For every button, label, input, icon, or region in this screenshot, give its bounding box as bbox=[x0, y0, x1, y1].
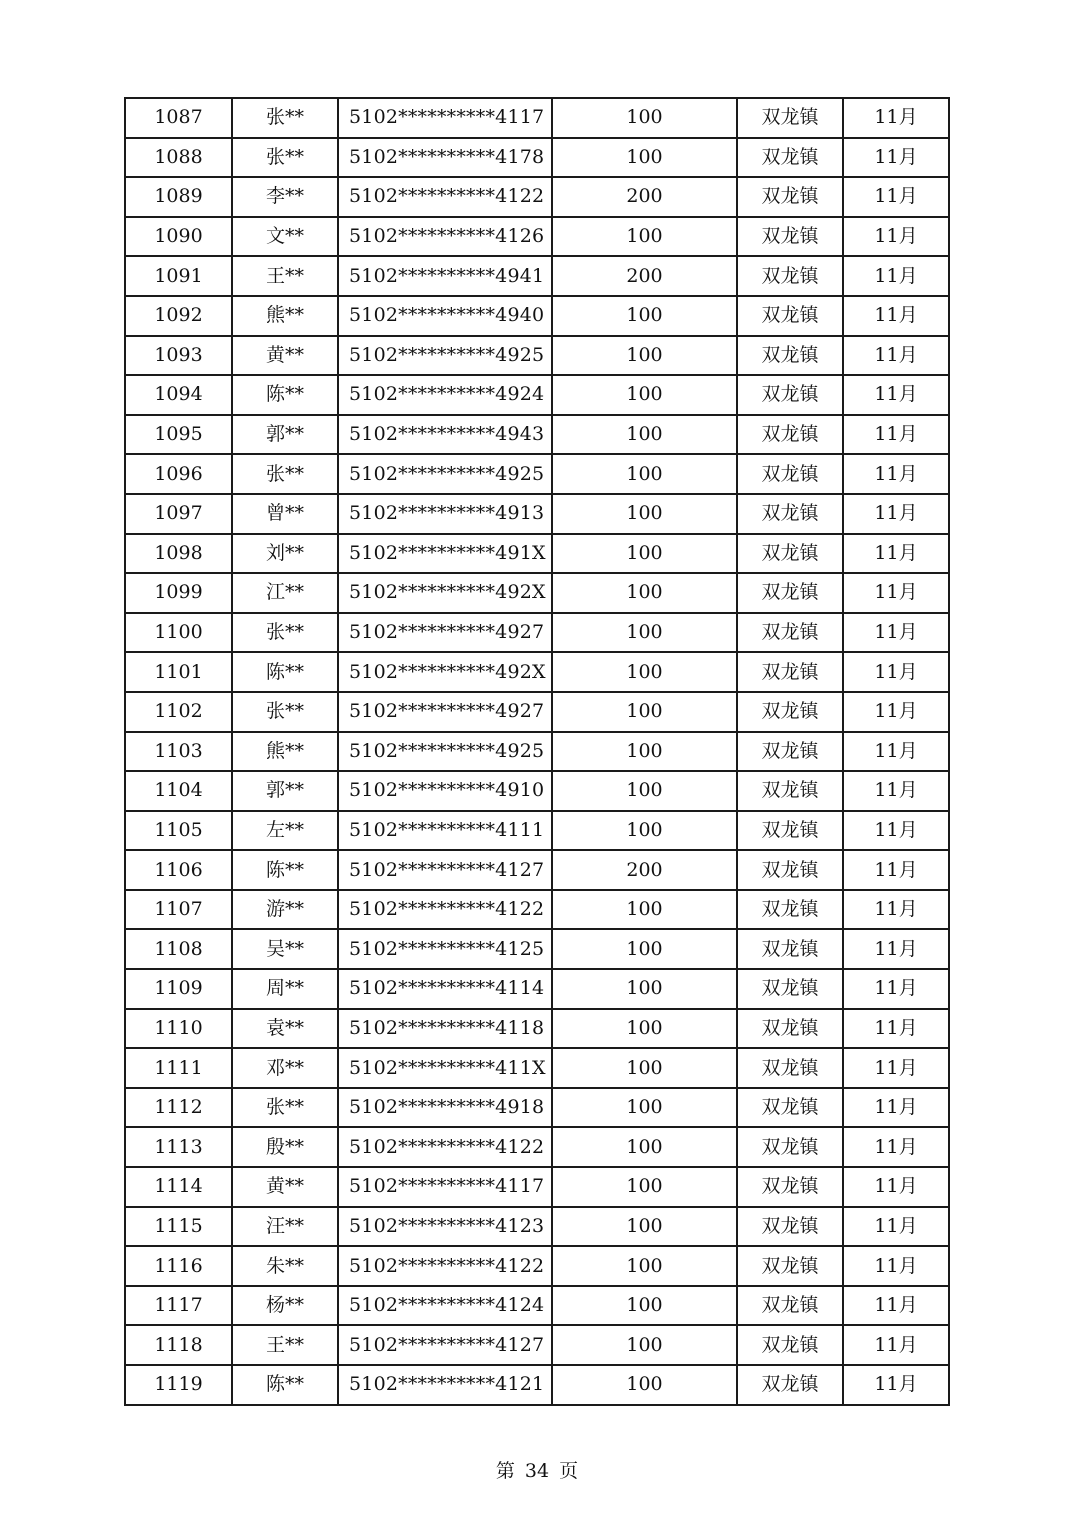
row-number-cell: 1119 bbox=[125, 1365, 232, 1405]
row-number-cell: 1105 bbox=[125, 811, 232, 851]
name-cell: 陈** bbox=[232, 375, 338, 415]
town-cell: 双龙镇 bbox=[737, 1325, 843, 1365]
name-cell: 黄** bbox=[232, 1167, 338, 1207]
row-number-cell: 1100 bbox=[125, 613, 232, 653]
town-cell: 双龙镇 bbox=[737, 1207, 843, 1247]
name-cell: 王** bbox=[232, 1325, 338, 1365]
town-cell: 双龙镇 bbox=[737, 692, 843, 732]
row-number-cell: 1107 bbox=[125, 890, 232, 930]
town-cell: 双龙镇 bbox=[737, 1246, 843, 1286]
town-cell: 双龙镇 bbox=[737, 771, 843, 811]
id-number-cell: 5102**********4924 bbox=[338, 375, 552, 415]
amount-cell: 100 bbox=[552, 138, 737, 178]
name-cell: 陈** bbox=[232, 652, 338, 692]
name-cell: 张** bbox=[232, 692, 338, 732]
row-number-cell: 1096 bbox=[125, 454, 232, 494]
month-cell: 11月 bbox=[843, 177, 949, 217]
row-number-cell: 1101 bbox=[125, 652, 232, 692]
name-cell: 刘** bbox=[232, 534, 338, 574]
name-cell: 张** bbox=[232, 98, 338, 138]
table-row bbox=[125, 1088, 949, 1128]
row-number-cell: 1091 bbox=[125, 256, 232, 296]
town-cell: 双龙镇 bbox=[737, 1127, 843, 1167]
roster-body bbox=[125, 98, 949, 1405]
row-number-cell: 1116 bbox=[125, 1246, 232, 1286]
town-cell: 双龙镇 bbox=[737, 256, 843, 296]
town-cell: 双龙镇 bbox=[737, 375, 843, 415]
table-row bbox=[125, 296, 949, 336]
id-number-cell: 5102**********4122 bbox=[338, 890, 552, 930]
page-number: 第 34 页 bbox=[495, 1460, 579, 1482]
table-row bbox=[125, 534, 949, 574]
id-number-cell: 5102**********4925 bbox=[338, 336, 552, 376]
month-cell: 11月 bbox=[843, 296, 949, 336]
amount-cell: 100 bbox=[552, 1088, 737, 1128]
town-cell: 双龙镇 bbox=[737, 415, 843, 455]
id-number-cell: 5102**********491X bbox=[338, 534, 552, 574]
town-cell: 双龙镇 bbox=[737, 534, 843, 574]
name-cell: 郭** bbox=[232, 771, 338, 811]
month-cell: 11月 bbox=[843, 652, 949, 692]
month-cell: 11月 bbox=[843, 890, 949, 930]
row-number-cell: 1102 bbox=[125, 692, 232, 732]
name-cell: 张** bbox=[232, 613, 338, 653]
row-number-cell: 1112 bbox=[125, 1088, 232, 1128]
name-cell: 张** bbox=[232, 1088, 338, 1128]
table-row bbox=[125, 929, 949, 969]
id-number-cell: 5102**********4927 bbox=[338, 692, 552, 732]
amount-cell: 100 bbox=[552, 969, 737, 1009]
amount-cell: 200 bbox=[552, 850, 737, 890]
town-cell: 双龙镇 bbox=[737, 890, 843, 930]
name-cell: 周** bbox=[232, 969, 338, 1009]
id-number-cell: 5102**********4940 bbox=[338, 296, 552, 336]
id-number-cell: 5102**********4123 bbox=[338, 1207, 552, 1247]
name-cell: 张** bbox=[232, 454, 338, 494]
table-row bbox=[125, 1325, 949, 1365]
amount-cell: 100 bbox=[552, 573, 737, 613]
town-cell: 双龙镇 bbox=[737, 1009, 843, 1049]
id-number-cell: 5102**********4178 bbox=[338, 138, 552, 178]
row-number-cell: 1115 bbox=[125, 1207, 232, 1247]
row-number-cell: 1092 bbox=[125, 296, 232, 336]
table-row bbox=[125, 1127, 949, 1167]
row-number-cell: 1111 bbox=[125, 1048, 232, 1088]
row-number-cell: 1090 bbox=[125, 217, 232, 257]
town-cell: 双龙镇 bbox=[737, 969, 843, 1009]
name-cell: 李** bbox=[232, 177, 338, 217]
table-row bbox=[125, 415, 949, 455]
table-row bbox=[125, 890, 949, 930]
amount-cell: 100 bbox=[552, 1286, 737, 1326]
month-cell: 11月 bbox=[843, 850, 949, 890]
id-number-cell: 5102**********4127 bbox=[338, 1325, 552, 1365]
amount-cell: 100 bbox=[552, 890, 737, 930]
id-number-cell: 5102**********4117 bbox=[338, 98, 552, 138]
town-cell: 双龙镇 bbox=[737, 454, 843, 494]
name-cell: 江** bbox=[232, 573, 338, 613]
table-row bbox=[125, 177, 949, 217]
name-cell: 曾** bbox=[232, 494, 338, 534]
name-cell: 文** bbox=[232, 217, 338, 257]
month-cell: 11月 bbox=[843, 256, 949, 296]
month-cell: 11月 bbox=[843, 138, 949, 178]
id-number-cell: 5102**********4918 bbox=[338, 1088, 552, 1128]
month-cell: 11月 bbox=[843, 811, 949, 851]
table-row bbox=[125, 613, 949, 653]
row-number-cell: 1097 bbox=[125, 494, 232, 534]
id-number-cell: 5102**********411X bbox=[338, 1048, 552, 1088]
table-row bbox=[125, 138, 949, 178]
amount-cell: 100 bbox=[552, 811, 737, 851]
table-row bbox=[125, 494, 949, 534]
name-cell: 黄** bbox=[232, 336, 338, 376]
amount-cell: 200 bbox=[552, 177, 737, 217]
name-cell: 熊** bbox=[232, 296, 338, 336]
id-number-cell: 5102**********4913 bbox=[338, 494, 552, 534]
amount-cell: 100 bbox=[552, 1167, 737, 1207]
table-row bbox=[125, 336, 949, 376]
amount-cell: 100 bbox=[552, 1246, 737, 1286]
month-cell: 11月 bbox=[843, 336, 949, 376]
name-cell: 王** bbox=[232, 256, 338, 296]
row-number-cell: 1099 bbox=[125, 573, 232, 613]
name-cell: 游** bbox=[232, 890, 338, 930]
id-number-cell: 5102**********4124 bbox=[338, 1286, 552, 1326]
id-number-cell: 5102**********4910 bbox=[338, 771, 552, 811]
id-number-cell: 5102**********4122 bbox=[338, 177, 552, 217]
table-row bbox=[125, 1246, 949, 1286]
table-row bbox=[125, 1009, 949, 1049]
name-cell: 吴** bbox=[232, 929, 338, 969]
row-number-cell: 1104 bbox=[125, 771, 232, 811]
town-cell: 双龙镇 bbox=[737, 929, 843, 969]
town-cell: 双龙镇 bbox=[737, 850, 843, 890]
month-cell: 11月 bbox=[843, 1009, 949, 1049]
name-cell: 邓** bbox=[232, 1048, 338, 1088]
month-cell: 11月 bbox=[843, 969, 949, 1009]
row-number-cell: 1117 bbox=[125, 1286, 232, 1326]
id-number-cell: 5102**********4111 bbox=[338, 811, 552, 851]
name-cell: 陈** bbox=[232, 850, 338, 890]
row-number-cell: 1094 bbox=[125, 375, 232, 415]
table-row bbox=[125, 732, 949, 772]
amount-cell: 100 bbox=[552, 1048, 737, 1088]
town-cell: 双龙镇 bbox=[737, 1365, 843, 1405]
row-number-cell: 1093 bbox=[125, 336, 232, 376]
amount-cell: 100 bbox=[552, 1009, 737, 1049]
name-cell: 陈** bbox=[232, 1365, 338, 1405]
town-cell: 双龙镇 bbox=[737, 217, 843, 257]
month-cell: 11月 bbox=[843, 454, 949, 494]
table-row bbox=[125, 811, 949, 851]
table-row bbox=[125, 969, 949, 1009]
id-number-cell: 5102**********4125 bbox=[338, 929, 552, 969]
name-cell: 杨** bbox=[232, 1286, 338, 1326]
table-row bbox=[125, 850, 949, 890]
amount-cell: 100 bbox=[552, 652, 737, 692]
table-row bbox=[125, 454, 949, 494]
name-cell: 郭** bbox=[232, 415, 338, 455]
table-row bbox=[125, 98, 949, 138]
town-cell: 双龙镇 bbox=[737, 1048, 843, 1088]
town-cell: 双龙镇 bbox=[737, 494, 843, 534]
id-number-cell: 5102**********4943 bbox=[338, 415, 552, 455]
amount-cell: 100 bbox=[552, 732, 737, 772]
table-row bbox=[125, 573, 949, 613]
table-row bbox=[125, 1167, 949, 1207]
id-number-cell: 5102**********4117 bbox=[338, 1167, 552, 1207]
month-cell: 11月 bbox=[843, 1365, 949, 1405]
row-number-cell: 1108 bbox=[125, 929, 232, 969]
name-cell: 殷** bbox=[232, 1127, 338, 1167]
town-cell: 双龙镇 bbox=[737, 336, 843, 376]
amount-cell: 100 bbox=[552, 98, 737, 138]
town-cell: 双龙镇 bbox=[737, 177, 843, 217]
id-number-cell: 5102**********4941 bbox=[338, 256, 552, 296]
amount-cell: 100 bbox=[552, 1325, 737, 1365]
row-number-cell: 1095 bbox=[125, 415, 232, 455]
amount-cell: 100 bbox=[552, 771, 737, 811]
town-cell: 双龙镇 bbox=[737, 98, 843, 138]
town-cell: 双龙镇 bbox=[737, 1167, 843, 1207]
row-number-cell: 1087 bbox=[125, 98, 232, 138]
name-cell: 袁** bbox=[232, 1009, 338, 1049]
row-number-cell: 1110 bbox=[125, 1009, 232, 1049]
id-number-cell: 5102**********492X bbox=[338, 573, 552, 613]
table-row bbox=[125, 1286, 949, 1326]
id-number-cell: 5102**********4114 bbox=[338, 969, 552, 1009]
row-number-cell: 1089 bbox=[125, 177, 232, 217]
town-cell: 双龙镇 bbox=[737, 732, 843, 772]
amount-cell: 100 bbox=[552, 415, 737, 455]
month-cell: 11月 bbox=[843, 1127, 949, 1167]
row-number-cell: 1113 bbox=[125, 1127, 232, 1167]
month-cell: 11月 bbox=[843, 1048, 949, 1088]
row-number-cell: 1109 bbox=[125, 969, 232, 1009]
table-row bbox=[125, 256, 949, 296]
name-cell: 汪** bbox=[232, 1207, 338, 1247]
town-cell: 双龙镇 bbox=[737, 1286, 843, 1326]
month-cell: 11月 bbox=[843, 692, 949, 732]
id-number-cell: 5102**********4126 bbox=[338, 217, 552, 257]
month-cell: 11月 bbox=[843, 1167, 949, 1207]
month-cell: 11月 bbox=[843, 415, 949, 455]
id-number-cell: 5102**********4118 bbox=[338, 1009, 552, 1049]
subsidy-roster-table bbox=[124, 97, 950, 1406]
name-cell: 熊** bbox=[232, 732, 338, 772]
amount-cell: 100 bbox=[552, 494, 737, 534]
table-row bbox=[125, 1365, 949, 1405]
town-cell: 双龙镇 bbox=[737, 811, 843, 851]
month-cell: 11月 bbox=[843, 1088, 949, 1128]
amount-cell: 100 bbox=[552, 534, 737, 574]
id-number-cell: 5102**********4122 bbox=[338, 1127, 552, 1167]
row-number-cell: 1118 bbox=[125, 1325, 232, 1365]
amount-cell: 100 bbox=[552, 217, 737, 257]
town-cell: 双龙镇 bbox=[737, 138, 843, 178]
amount-cell: 100 bbox=[552, 336, 737, 376]
amount-cell: 100 bbox=[552, 929, 737, 969]
table-row bbox=[125, 375, 949, 415]
town-cell: 双龙镇 bbox=[737, 296, 843, 336]
amount-cell: 100 bbox=[552, 375, 737, 415]
amount-cell: 100 bbox=[552, 613, 737, 653]
month-cell: 11月 bbox=[843, 1207, 949, 1247]
amount-cell: 100 bbox=[552, 1127, 737, 1167]
month-cell: 11月 bbox=[843, 771, 949, 811]
name-cell: 张** bbox=[232, 138, 338, 178]
month-cell: 11月 bbox=[843, 375, 949, 415]
table-row bbox=[125, 692, 949, 732]
row-number-cell: 1098 bbox=[125, 534, 232, 574]
table-row bbox=[125, 1048, 949, 1088]
month-cell: 11月 bbox=[843, 534, 949, 574]
month-cell: 11月 bbox=[843, 217, 949, 257]
town-cell: 双龙镇 bbox=[737, 1088, 843, 1128]
amount-cell: 200 bbox=[552, 256, 737, 296]
month-cell: 11月 bbox=[843, 98, 949, 138]
id-number-cell: 5102**********4927 bbox=[338, 613, 552, 653]
row-number-cell: 1106 bbox=[125, 850, 232, 890]
amount-cell: 100 bbox=[552, 1207, 737, 1247]
table-row bbox=[125, 1207, 949, 1247]
month-cell: 11月 bbox=[843, 732, 949, 772]
row-number-cell: 1103 bbox=[125, 732, 232, 772]
id-number-cell: 5102**********4121 bbox=[338, 1365, 552, 1405]
amount-cell: 100 bbox=[552, 454, 737, 494]
town-cell: 双龙镇 bbox=[737, 613, 843, 653]
table-row bbox=[125, 217, 949, 257]
table-row bbox=[125, 771, 949, 811]
month-cell: 11月 bbox=[843, 613, 949, 653]
month-cell: 11月 bbox=[843, 573, 949, 613]
month-cell: 11月 bbox=[843, 494, 949, 534]
amount-cell: 100 bbox=[552, 692, 737, 732]
month-cell: 11月 bbox=[843, 1325, 949, 1365]
month-cell: 11月 bbox=[843, 1286, 949, 1326]
month-cell: 11月 bbox=[843, 1246, 949, 1286]
name-cell: 朱** bbox=[232, 1246, 338, 1286]
row-number-cell: 1088 bbox=[125, 138, 232, 178]
town-cell: 双龙镇 bbox=[737, 573, 843, 613]
id-number-cell: 5102**********4925 bbox=[338, 732, 552, 772]
amount-cell: 100 bbox=[552, 1365, 737, 1405]
id-number-cell: 5102**********4122 bbox=[338, 1246, 552, 1286]
id-number-cell: 5102**********4925 bbox=[338, 454, 552, 494]
id-number-cell: 5102**********4127 bbox=[338, 850, 552, 890]
name-cell: 左** bbox=[232, 811, 338, 851]
table-row bbox=[125, 652, 949, 692]
town-cell: 双龙镇 bbox=[737, 652, 843, 692]
row-number-cell: 1114 bbox=[125, 1167, 232, 1207]
month-cell: 11月 bbox=[843, 929, 949, 969]
amount-cell: 100 bbox=[552, 296, 737, 336]
id-number-cell: 5102**********492X bbox=[338, 652, 552, 692]
